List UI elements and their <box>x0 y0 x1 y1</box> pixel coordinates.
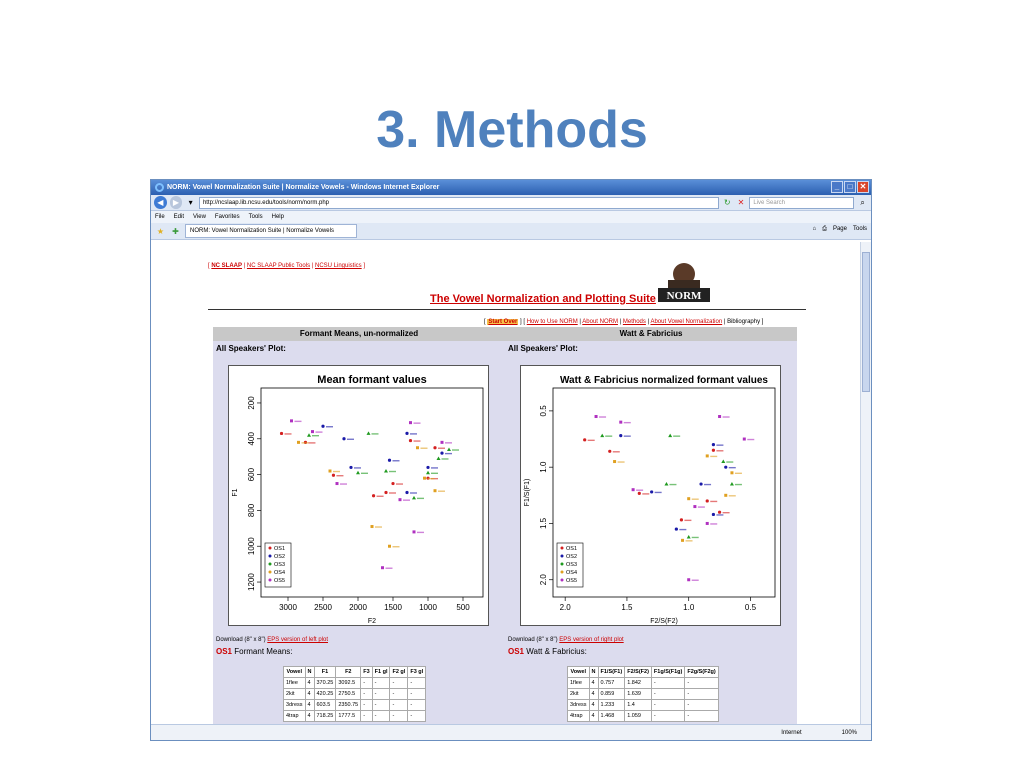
table-header-cell: F2 gl <box>390 667 408 678</box>
data-point <box>437 456 441 460</box>
table-cell: 1.059 <box>625 711 652 722</box>
legend-marker <box>269 555 272 558</box>
table-cell: - <box>651 689 684 700</box>
legend-marker <box>561 563 564 566</box>
table-cell: - <box>372 678 390 689</box>
data-point <box>384 469 388 473</box>
legend-marker <box>269 563 272 566</box>
y-tick-label: 800 <box>247 503 256 518</box>
data-point <box>595 415 598 418</box>
data-point <box>638 492 641 495</box>
data-point <box>718 415 721 418</box>
data-point <box>440 452 443 455</box>
browser-window <box>150 179 872 741</box>
about-normalization-link[interactable]: About Vowel Normalization <box>650 319 723 325</box>
legend-label: OS1 <box>274 546 286 552</box>
back-button[interactable]: ◀ <box>154 196 167 209</box>
table-cell: 4 <box>589 711 598 722</box>
address-bar <box>151 195 871 211</box>
table-cell: 1.842 <box>625 678 652 689</box>
data-point <box>434 489 437 492</box>
data-point <box>675 527 678 530</box>
data-point <box>426 471 430 475</box>
table-header-cell: F1/S(F1) <box>598 667 625 678</box>
data-point <box>371 525 374 528</box>
data-point <box>699 482 702 485</box>
right-os-suffix: Watt & Fabricius: <box>526 647 587 656</box>
table-cell: 2kit <box>568 689 590 700</box>
zoom-level[interactable]: 100% <box>841 729 857 736</box>
table-header-cell: F3 gl <box>408 667 426 678</box>
table-cell: 1.468 <box>598 711 625 722</box>
table-cell: - <box>390 711 408 722</box>
right-eps-link[interactable]: EPS version of right plot <box>559 637 624 643</box>
left-formant-table <box>283 666 426 722</box>
table-header-cell: F2 <box>336 667 361 678</box>
table-cell: 4 <box>305 678 314 689</box>
chart-title: Mean formant values <box>317 374 427 386</box>
x-tick-label: 1.5 <box>621 603 633 612</box>
left-panel <box>213 327 505 726</box>
data-point <box>743 438 746 441</box>
table-row <box>284 689 426 700</box>
legend-label: OS5 <box>566 578 578 584</box>
tools-menu[interactable]: Tools <box>852 226 867 232</box>
table-row <box>568 711 719 722</box>
right-download <box>508 637 624 643</box>
right-os-heading <box>508 647 587 656</box>
table-header-cell: F1 gl <box>372 667 390 678</box>
menu-bar <box>151 211 871 223</box>
table-cell: 3dress <box>284 700 306 711</box>
left-os-suffix: Formant Means: <box>234 647 293 656</box>
table-cell: - <box>390 689 408 700</box>
table-cell: 718.25 <box>314 711 336 722</box>
table-cell: 4 <box>589 689 598 700</box>
data-point <box>664 482 668 486</box>
status-bar <box>151 724 871 740</box>
table-cell: - <box>685 700 718 711</box>
chart-title: Watt & Fabricius normalized formant values <box>559 375 769 386</box>
data-point <box>356 471 360 475</box>
nav-links: [ Start Over ] [ How to Use NORM | About NORM | Methods | About Vowel Normalization | Bibliography ] <box>484 319 764 325</box>
data-point <box>416 446 419 449</box>
data-point <box>712 513 715 516</box>
minimize-button[interactable]: _ <box>831 181 843 193</box>
right-plot <box>520 365 781 626</box>
methods-link[interactable]: Methods <box>622 319 646 325</box>
table-cell: - <box>361 711 372 722</box>
menu-file[interactable]: File <box>155 214 165 220</box>
add-favorites-icon[interactable]: ✚ <box>172 226 179 236</box>
table-header-cell: N <box>589 667 598 678</box>
table-cell: 1.233 <box>598 700 625 711</box>
legend-marker <box>269 571 272 574</box>
right-panel <box>505 327 797 726</box>
data-point <box>447 448 451 452</box>
table-row <box>284 700 426 711</box>
data-point <box>712 449 715 452</box>
table-row <box>284 678 426 689</box>
legend-marker <box>269 547 272 550</box>
data-point <box>399 498 402 501</box>
table-header-cell: F2/S(F2) <box>625 667 652 678</box>
page-content <box>151 242 861 726</box>
legend-marker <box>561 571 564 574</box>
y-tick-label: 1.0 <box>539 461 548 473</box>
table-cell: 0.859 <box>598 689 625 700</box>
link-nc-slaap[interactable]: NC SLAAP <box>211 263 243 269</box>
table-cell: 2750.5 <box>336 689 361 700</box>
table-cell: 370.25 <box>314 678 336 689</box>
x-axis-label: F2 <box>367 618 377 625</box>
logo-text: NORM <box>666 290 702 302</box>
table-cell: 4trap <box>284 711 306 722</box>
y-tick-label: 200 <box>247 396 256 410</box>
data-point <box>632 488 635 491</box>
maximize-button[interactable]: □ <box>844 181 856 193</box>
table-cell: - <box>372 700 390 711</box>
data-point <box>409 439 412 442</box>
data-point <box>706 522 709 525</box>
status-zone: Internet <box>781 729 802 736</box>
data-point <box>280 432 283 435</box>
legend-marker <box>561 579 564 582</box>
stop-icon[interactable]: ✕ <box>737 198 745 207</box>
bibliography-link[interactable]: Bibliography <box>727 319 761 325</box>
left-os-heading <box>216 647 293 656</box>
y-tick-label: 2.0 <box>539 574 548 586</box>
table-cell: 4 <box>305 711 314 722</box>
x-tick-label: 500 <box>456 603 470 612</box>
table-cell: - <box>390 700 408 711</box>
table-header-cell: Vowel <box>284 667 306 678</box>
y-axis-label: F1 <box>232 488 239 497</box>
table-cell: 2350.75 <box>336 700 361 711</box>
data-point <box>583 438 586 441</box>
data-point <box>619 434 622 437</box>
table-cell: 4 <box>589 700 598 711</box>
menu-help[interactable]: Help <box>271 214 284 220</box>
data-point <box>423 477 426 480</box>
print-icon[interactable]: ⎙ <box>822 226 827 232</box>
table-cell: - <box>372 689 390 700</box>
suite-title[interactable]: The Vowel Normalization and Plotting Suite <box>430 293 656 305</box>
legend-marker <box>269 579 272 582</box>
menu-tools[interactable]: Tools <box>248 214 263 220</box>
data-point <box>730 482 734 486</box>
x-tick-label: 2500 <box>314 603 332 612</box>
y-tick-label: 1000 <box>247 537 256 556</box>
close-button[interactable]: ✕ <box>857 181 869 193</box>
table-row <box>568 678 719 689</box>
table-cell: - <box>408 711 426 722</box>
data-point <box>384 491 387 494</box>
menu-view[interactable]: View <box>193 214 206 220</box>
data-point <box>412 496 416 500</box>
search-input[interactable]: Live Search <box>749 197 854 209</box>
y-tick-label: 400 <box>247 432 256 446</box>
data-point <box>433 446 436 449</box>
data-point <box>342 437 345 440</box>
data-point <box>372 494 375 497</box>
data-point <box>388 545 391 548</box>
table-cell: 1777.5 <box>336 711 361 722</box>
legend-marker <box>561 555 564 558</box>
favorites-star-icon[interactable]: ★ <box>156 226 165 236</box>
right-download-prefix: Download (8" x 8") <box>508 637 558 643</box>
table-cell: 420.25 <box>314 689 336 700</box>
data-point <box>336 482 339 485</box>
window-title: NORM: Vowel Normalization Suite | Normalize Vowels - Windows Internet Explorer <box>167 184 440 191</box>
menu-edit[interactable]: Edit <box>173 214 185 220</box>
right-chart-svg <box>521 366 780 625</box>
legend-label: OS1 <box>566 546 578 552</box>
x-tick-label: 2000 <box>349 603 367 612</box>
table-cell: 3092.5 <box>336 678 361 689</box>
left-eps-link[interactable]: EPS version of left plot <box>267 637 328 643</box>
data-point <box>381 566 384 569</box>
x-tick-label: 1.0 <box>683 603 695 612</box>
table-header-cell: F1 <box>314 667 336 678</box>
table-cell: - <box>685 678 718 689</box>
right-wf-table <box>567 666 719 722</box>
data-point <box>426 466 429 469</box>
data-point <box>321 425 324 428</box>
data-point <box>712 443 715 446</box>
x-tick-label: 2.0 <box>559 603 571 612</box>
x-axis-label: F2/S(F2) <box>650 618 678 625</box>
left-os-label: OS1 <box>216 647 233 656</box>
table-cell: 1flee <box>568 678 590 689</box>
data-point <box>693 505 696 508</box>
table-cell: - <box>408 700 426 711</box>
x-tick-label: 3000 <box>279 603 297 612</box>
data-point <box>349 466 352 469</box>
refresh-icon[interactable]: ↻ <box>723 198 731 207</box>
data-point <box>290 419 293 422</box>
data-point <box>681 539 684 542</box>
legend-label: OS4 <box>274 570 286 576</box>
data-point <box>706 499 709 502</box>
data-point <box>600 434 604 438</box>
divider <box>208 309 806 310</box>
table-cell: - <box>361 700 372 711</box>
table-cell: - <box>408 689 426 700</box>
legend-label: OS2 <box>274 554 286 560</box>
right-panel-header: Watt & Fabricius <box>505 327 797 341</box>
data-point <box>405 432 408 435</box>
data-point <box>650 490 653 493</box>
right-all-speakers-label: All Speakers' Plot: <box>508 344 578 353</box>
legend-marker <box>561 547 564 550</box>
data-point <box>721 460 725 464</box>
dropdown-icon[interactable]: ▾ <box>188 198 193 207</box>
left-chart-svg <box>229 366 488 625</box>
data-point <box>724 494 727 497</box>
table-cell: 1.639 <box>625 689 652 700</box>
data-point <box>413 530 416 533</box>
page-menu[interactable]: Page <box>832 226 847 232</box>
table-cell: - <box>361 689 372 700</box>
data-point <box>329 470 332 473</box>
table-cell: 4trap <box>568 711 590 722</box>
data-point <box>391 482 394 485</box>
link-ncsu-linguistics[interactable]: NCSU Linguistics <box>314 263 362 269</box>
left-download <box>216 637 328 643</box>
y-tick-label: 0.5 <box>539 405 548 417</box>
table-cell: 1.4 <box>625 700 652 711</box>
data-point <box>687 578 690 581</box>
legend-label: OS5 <box>274 578 286 584</box>
y-tick-label: 1.5 <box>539 517 548 530</box>
table-cell: 3dress <box>568 700 590 711</box>
table-cell: - <box>408 678 426 689</box>
table-header-cell: Vowel <box>568 667 590 678</box>
about-norm-link[interactable]: About NORM <box>582 319 618 325</box>
legend-label: OS4 <box>566 570 578 576</box>
tab-bar <box>151 223 871 240</box>
y-tick-label: 600 <box>247 467 256 482</box>
data-point <box>388 459 391 462</box>
table-header-cell: N <box>305 667 314 678</box>
legend-label: OS3 <box>566 562 578 568</box>
y-tick-label: 1200 <box>247 573 256 591</box>
data-point <box>441 441 444 444</box>
table-cell: 2kit <box>284 689 306 700</box>
data-point <box>680 518 683 521</box>
table-row <box>568 700 719 711</box>
search-icon[interactable]: ⌕ <box>860 197 865 207</box>
forward-button[interactable]: ▶ <box>170 196 183 209</box>
table-cell: - <box>390 678 408 689</box>
table-cell: 4 <box>305 689 314 700</box>
data-point <box>718 511 721 514</box>
data-point <box>332 474 335 477</box>
data-point <box>367 431 371 435</box>
table-header-cell: F2g/S(F2g) <box>685 667 718 678</box>
window-titlebar[interactable] <box>151 180 871 195</box>
data-point <box>668 434 672 438</box>
table-row <box>284 711 426 722</box>
link-public-tools[interactable]: NC SLAAP Public Tools <box>246 263 311 269</box>
home-icon[interactable]: ⌂ <box>812 226 817 232</box>
menu-favorites[interactable]: Favorites <box>214 214 240 220</box>
table-row <box>568 689 719 700</box>
data-point <box>619 421 622 424</box>
top-links: [ NC SLAAP | NC SLAAP Public Tools | NCSU Linguistics ] <box>208 263 366 269</box>
norm-logo <box>658 260 710 302</box>
y-axis-label: F1/S(F1) <box>524 478 531 507</box>
table-cell: - <box>361 678 372 689</box>
data-point <box>405 491 408 494</box>
legend-label: OS3 <box>274 562 286 568</box>
data-point <box>706 454 709 457</box>
data-point <box>307 433 311 437</box>
table-cell: 0.757 <box>598 678 625 689</box>
table-cell: 603.5 <box>314 700 336 711</box>
ie-logo-icon <box>155 183 164 192</box>
tab-norm[interactable]: NORM: Vowel Normalization Suite | Normalize Vowels <box>185 224 357 238</box>
left-all-speakers-label: All Speakers' Plot: <box>216 344 286 353</box>
table-header-cell: F1g/S(F1g) <box>651 667 684 678</box>
table-cell: - <box>372 711 390 722</box>
how-to-link[interactable]: How to Use NORM <box>526 319 578 325</box>
vertical-scrollbar[interactable] <box>860 242 871 726</box>
data-point <box>613 460 616 463</box>
left-panel-header: Formant Means, un-normalized <box>213 327 505 341</box>
left-plot <box>228 365 489 626</box>
data-point <box>687 497 690 500</box>
right-os-label: OS1 <box>508 647 525 656</box>
url-input[interactable]: http://ncslaap.lib.ncsu.edu/tools/norm/norm.php <box>199 197 719 209</box>
data-point <box>409 421 412 424</box>
slide-title: 3. Methods <box>376 101 648 159</box>
data-point <box>687 535 691 539</box>
table-header-cell: F3 <box>361 667 372 678</box>
data-point <box>724 466 727 469</box>
table-cell: 4 <box>305 700 314 711</box>
data-point <box>297 441 300 444</box>
table-cell: - <box>685 689 718 700</box>
x-tick-label: 0.5 <box>744 603 757 612</box>
plot-frame <box>553 388 775 597</box>
scroll-thumb[interactable] <box>862 252 870 392</box>
plot-frame <box>261 388 483 597</box>
data-point <box>730 471 733 474</box>
x-tick-label: 1500 <box>384 603 402 612</box>
start-over-link[interactable]: Start Over <box>488 319 518 325</box>
table-cell: - <box>685 711 718 722</box>
table-cell: - <box>651 711 684 722</box>
data-point <box>311 430 314 433</box>
table-cell: - <box>651 678 684 689</box>
table-cell: 4 <box>589 678 598 689</box>
table-cell: 1flee <box>284 678 306 689</box>
x-tick-label: 1000 <box>419 603 437 612</box>
data-point <box>608 450 611 453</box>
left-download-prefix: Download (8" x 8") <box>216 637 266 643</box>
table-cell: - <box>651 700 684 711</box>
legend-label: OS2 <box>566 554 578 560</box>
